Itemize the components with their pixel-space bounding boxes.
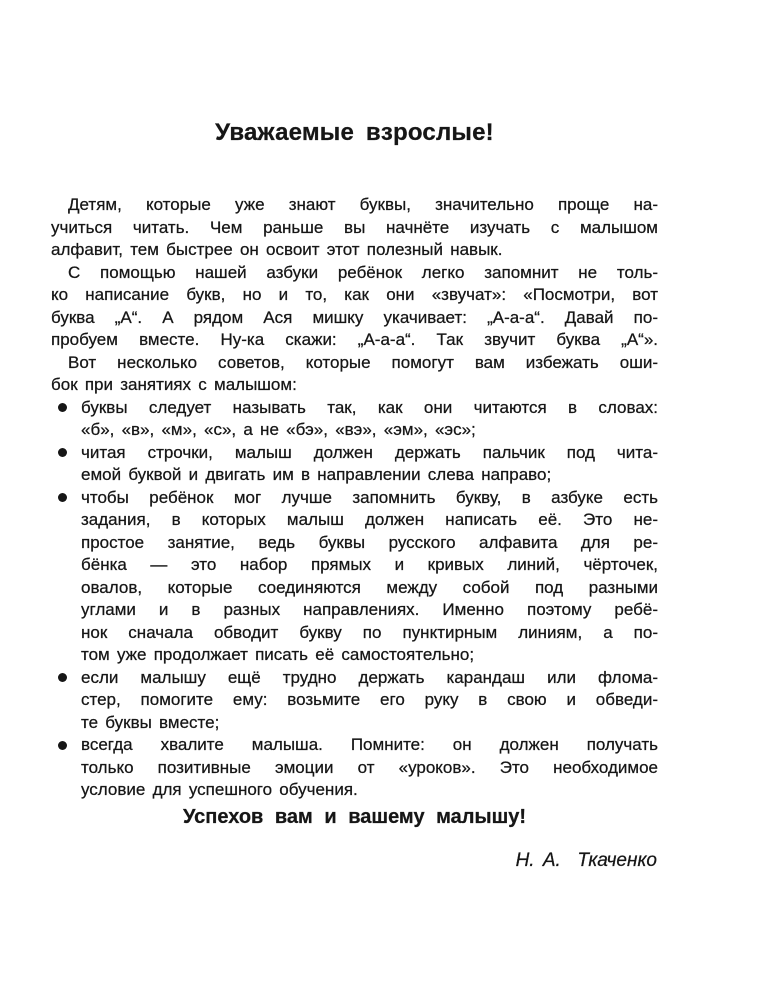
text-line: условие для успешного обучения. — [81, 780, 358, 799]
text-line: чтобы ребёнок мог лучше запомнить букву, в азбуке есть — [51, 487, 658, 510]
text-line: стер, помогите ему: возьмите его руку в свою и обведи- — [81, 690, 658, 709]
text-line: ко написание букв, но и то, как они «звучат»: «Посмотри, вот — [51, 285, 658, 304]
text-line: Детям, которые уже знают буквы, значительно проще на- — [68, 195, 658, 214]
text-line: овалов, которые соединяются между собой под разными — [81, 577, 658, 597]
text-line: емой буквой и двигать им в направлении слева направо; — [81, 465, 552, 484]
text-line: Вот несколько советов, которые помогут вам избежать оши- — [68, 352, 658, 372]
text-line: С помощью нашей азбуки ребёнок легко запомнит не толь- — [68, 262, 658, 282]
bullet-item — [51, 487, 658, 667]
text-line: том уже продолжает писать её самостоятельно; — [81, 645, 475, 664]
paragraph — [51, 194, 658, 262]
author-signature: Н. А. Ткаченко — [515, 849, 657, 871]
text-line: «б», «в», «м», «с», а не «бэ», «вэ», «эм», «эс»; — [81, 420, 476, 439]
paragraph — [51, 352, 658, 397]
bullet-item — [51, 442, 658, 487]
bullet-icon — [58, 741, 67, 750]
text-line: буква „А“. А рядом Ася мишку укачивает: „А-а-а“. Давай по- — [51, 307, 658, 327]
text-line: читая строчки, малыш должен держать пальчик под чита- — [51, 442, 658, 465]
bullet-item — [51, 734, 658, 802]
text-line: всегда хвалите малыша. Помните: он должен получать — [51, 734, 658, 757]
text-line: если малышу ещё трудно держать карандаш или флома- — [51, 667, 658, 690]
text-line: те буквы вместе; — [81, 712, 220, 732]
text-line: пробуем вместе. Ну-ка скажи: „А-а-а“. Так звучит буква „А“». — [51, 330, 658, 349]
page-title: Уважаемые взрослые! — [215, 119, 494, 146]
text-line: углами и в разных направлениях. Именно поэтому ребё- — [81, 600, 658, 619]
body-text — [51, 194, 658, 802]
bullet-icon — [58, 673, 67, 682]
bullet-icon — [58, 403, 67, 412]
text-line: простое занятие, ведь буквы русского алфавита для ре- — [81, 532, 658, 552]
closing-line: Успехов вам и вашему малышу! — [182, 805, 527, 828]
paragraph — [51, 262, 658, 352]
text-line: учиться читать. Чем раньше вы начнёте изучать с малышом — [51, 217, 658, 237]
bullet-item — [51, 667, 658, 735]
bullet-icon — [58, 493, 67, 502]
page-content — [51, 0, 658, 872]
bullet-item — [51, 397, 658, 442]
text-line: нок сначала обводит букву по пунктирным линиям, а по- — [81, 622, 658, 642]
text-line: алфавит, тем быстрее он освоит этот полезный навык. — [51, 240, 503, 259]
text-line: только позитивные эмоции от «уроков». Это необходимое — [81, 757, 658, 777]
bullet-icon — [58, 448, 67, 457]
text-line: бок при занятиях с малышом: — [51, 375, 297, 394]
text-line: бёнка — это набор прямых и кривых линий, чёрточек, — [81, 555, 658, 574]
text-line: буквы следует называть так, как они читаются в словах: — [51, 397, 658, 420]
text-line: задания, в которых малыш должен написать её. Это не- — [81, 510, 658, 529]
